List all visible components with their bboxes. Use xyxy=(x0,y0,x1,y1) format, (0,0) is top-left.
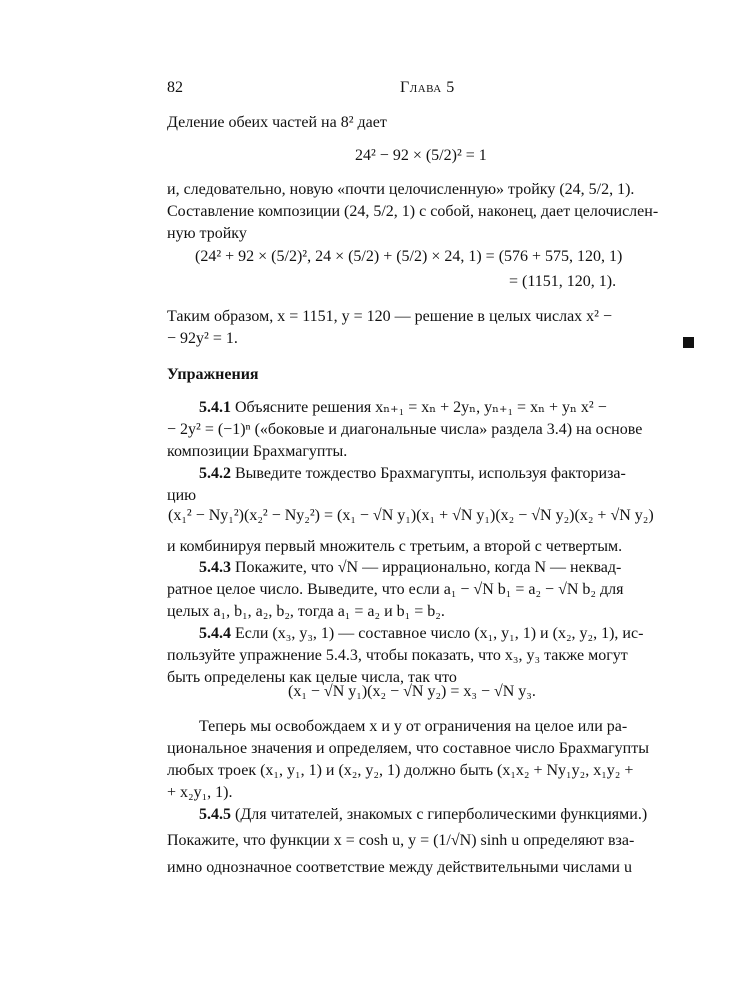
equation: (x₁² − Ny₁²)(x₂² − Ny₂²) = (x₁ − √N y₁)(x₁ + √N y₁)(x₂ − √N y₂)(x₂ + √N y₂) xyxy=(168,507,654,524)
text-line: Теперь мы освобождаем x и y от ограничения на целое или ра- xyxy=(199,718,628,735)
exercise-line: 5.4.1 Объясните решения xₙ₊₁ = xₙ + 2yₙ, yₙ₊₁ = xₙ + yₙ x² − xyxy=(199,399,607,416)
text-line: циональное значения и определяем, что составное число Брахмагупты xyxy=(167,740,649,757)
qed-square-icon xyxy=(683,337,694,348)
exercise-line: цию xyxy=(167,487,197,504)
text-line: − 92y² = 1. xyxy=(167,330,238,347)
exercise-line: 5.4.2 Выведите тождество Брахмагупты, используя факториза- xyxy=(199,465,626,482)
exercise-line: композиции Брахмагупты. xyxy=(167,443,348,460)
exercise-line: 5.4.3 Покажите, что √N — иррационально, когда N — неквад- xyxy=(199,559,622,576)
text-line: Таким образом, x = 1151, y = 120 — решение в целых числах x² − xyxy=(167,308,612,325)
exercise-line: и комбинируя первый множитель с третьим, а второй с четвертым. xyxy=(167,538,623,555)
text-line: и, следовательно, новую «почти целочисленную» тройку (24, 5/2, 1). xyxy=(167,181,635,198)
text-line: Деление обеих частей на 8² дает xyxy=(167,114,387,131)
exercise-line: ратное целое число. Выведите, что если a₁ − √N b₁ = a₂ − √N b₂ для xyxy=(167,581,624,598)
text-line: + x₂y₁, 1). xyxy=(167,784,233,801)
exercise-line: быть определены как целые числа, так что xyxy=(167,669,457,686)
exercise-line: имно однозначное соответствие между действительными числами u xyxy=(167,859,632,876)
section-title: Упражнения xyxy=(167,366,259,383)
equation: 24² − 92 × (5/2)² = 1 xyxy=(355,147,487,164)
running-title: Глава 5 xyxy=(400,79,455,96)
page-number: 82 xyxy=(167,79,183,96)
exercise-line: − 2y² = (−1)ⁿ («боковые и диагональные числа» раздела 3.4) на основе xyxy=(167,421,643,438)
equation: (x₁ − √N y₁)(x₂ − √N y₂) = x₃ − √N y₃. xyxy=(288,683,536,700)
exercise-line: Покажите, что функции x = cosh u, y = (1/√N) sinh u определяют вза- xyxy=(167,832,635,849)
exercise-line: пользуйте упражнение 5.4.3, чтобы показать, что x₃, y₃ также могут xyxy=(167,647,628,664)
equation: (24² + 92 × (5/2)², 24 × (5/2) + (5/2) × 24, 1) = (576 + 575, 120, 1) xyxy=(195,248,623,265)
equation: = (1151, 120, 1). xyxy=(509,273,617,290)
text-line: ную тройку xyxy=(167,225,247,242)
exercise-line: целых a₁, b₁, a₂, b₂, тогда a₁ = a₂ и b₁ = b₂. xyxy=(167,603,445,620)
text-line: любых троек (x₁, y₁, 1) и (x₂, y₂, 1) должно быть (x₁x₂ + Ny₁y₂, x₁y₂ + xyxy=(167,762,634,779)
exercise-line: 5.4.4 Если (x₃, y₃, 1) — составное число (x₁, y₁, 1) и (x₂, y₂, 1), ис- xyxy=(199,625,644,642)
exercise-line: 5.4.5 (Для читателей, знакомых с гиперболическими функциями.) xyxy=(199,806,648,823)
text-line: Составление композиции (24, 5/2, 1) с собой, наконец, дает целочислен- xyxy=(167,203,659,220)
